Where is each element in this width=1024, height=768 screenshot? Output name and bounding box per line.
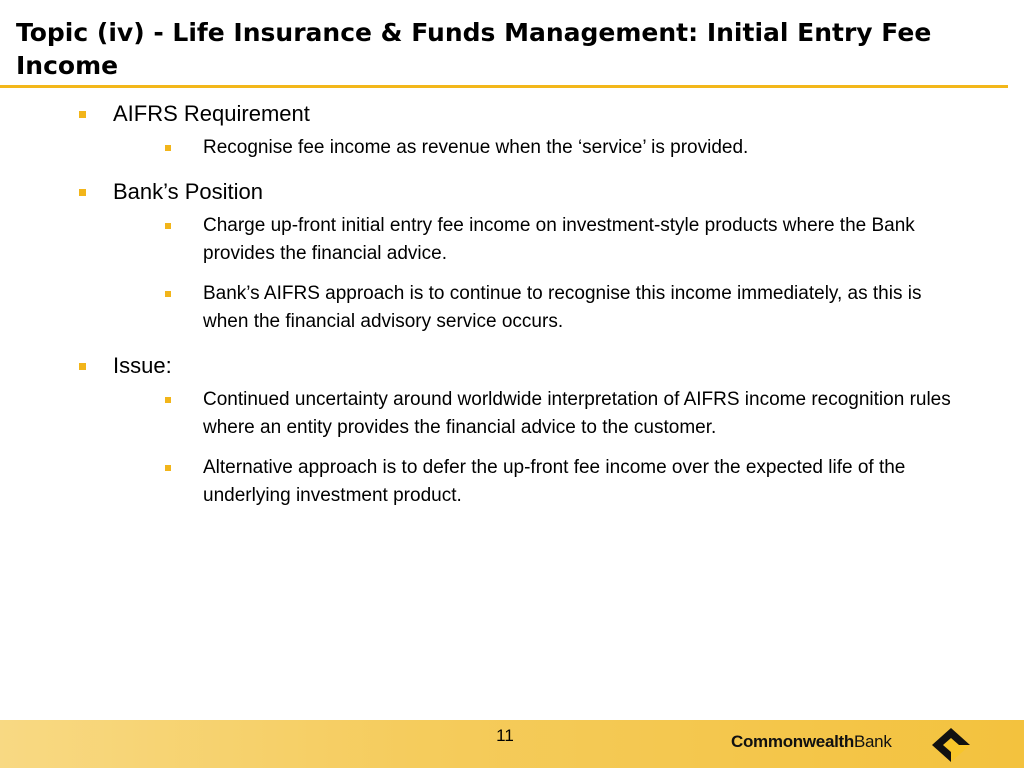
sub-bullet-list	[0, 212, 1000, 336]
sub-bullet-text: Bank’s AIFRS approach is to continue to recognise this income immediately, as this is when the financial advisory service occurs.	[203, 283, 922, 332]
sub-bullet	[0, 454, 1000, 510]
bullet-text: AIFRS Requirement	[113, 101, 310, 126]
bullet-text: Issue:	[113, 353, 172, 378]
square-bullet-icon	[165, 397, 171, 403]
diamond-logo-icon	[930, 726, 972, 764]
sub-bullet	[0, 386, 1000, 442]
square-bullet-icon	[165, 145, 171, 151]
sub-bullet-text: Charge up-front initial entry fee income on investment-style products where the Bank provides the financial advice.	[203, 215, 915, 264]
sub-bullet	[0, 212, 1000, 268]
sub-bullet-list	[0, 386, 1000, 510]
square-bullet-icon	[165, 223, 171, 229]
square-bullet-icon	[79, 189, 86, 196]
bullet-banks-position	[0, 176, 1000, 336]
sub-bullet-text: Continued uncertainty around worldwide interpretation of AIFRS income recognition rules where an entity provides the financial advice to the customer.	[203, 389, 951, 438]
title-underline	[0, 85, 1008, 88]
sub-bullet	[0, 280, 1000, 336]
page-number: 11	[496, 726, 514, 745]
bullet-text: Bank’s Position	[113, 179, 264, 204]
bullet-aifrs-requirement	[0, 98, 1000, 162]
square-bullet-icon	[165, 465, 171, 471]
bullet-issue	[0, 350, 1000, 510]
brand-name-light: Bank	[853, 732, 892, 751]
sub-bullet	[0, 134, 1000, 162]
square-bullet-icon	[165, 291, 171, 297]
square-bullet-icon	[79, 363, 86, 370]
slide-title: Topic (iv) - Life Insurance & Funds Management: Initial Entry Fee Income	[16, 18, 932, 80]
sub-bullet-list	[0, 134, 1000, 162]
brand-name-strong: Commonwealth	[731, 732, 854, 751]
sub-bullet-text: Alternative approach is to defer the up-front fee income over the expected life of the underlying investment product.	[203, 457, 906, 506]
square-bullet-icon	[79, 111, 86, 118]
slide-content	[0, 98, 1000, 524]
brand-wordmark	[731, 732, 892, 756]
sub-bullet-text: Recognise fee income as revenue when the ‘service’ is provided.	[203, 137, 749, 158]
